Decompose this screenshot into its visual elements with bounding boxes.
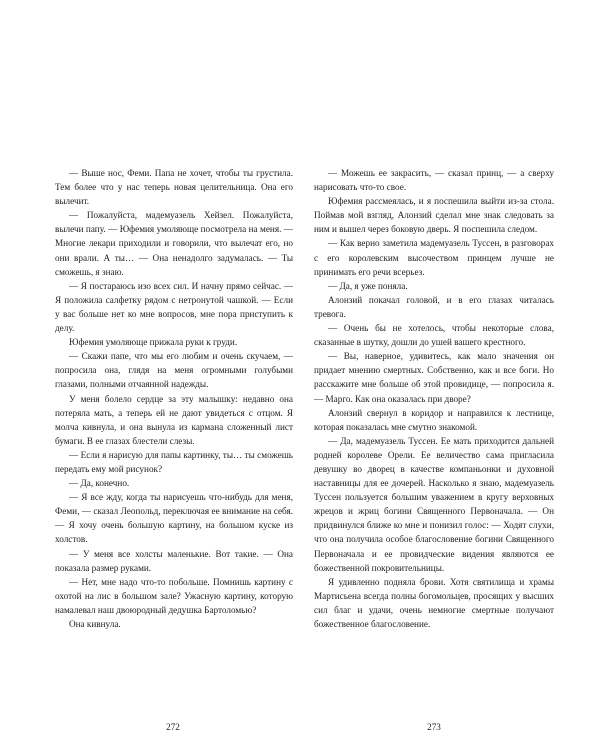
paragraph: Я удивленно подняла брови. Хотя святилища и храмы Мартисьена всегда полны богомольцев, просящих у высших сил благ и удачи, очень немногие смертные получают божественное благословение. [314,576,554,629]
paragraph: Юфемия умоляюще прижала руки к груди. [69,337,238,348]
paragraph: Юфемия рассмеялась, и я поспешила выйти из-за стола. Поймав мой взгляд, Алонзий сделал мне знак следовать за ним и вышел через боковую дверь. Я поспешила следом. [314,196,554,235]
paragraph: — Если я нарисую для папы картинку, ты… ты сможешь передать ему мой рисунок? [55,449,293,474]
paragraph: — Да, конечно. [69,478,130,489]
paragraph: — Да, мадемуазель Туссен. Ее мать приходится дальней родней королеве Орели. Ее величество сама пригласила девушку во дворец в качестве компаньонки и духовной наставницы для ее дочерей. Насколько я знаю, мадемуазель Туссен пользуется большим уважением в кругу верховных жрецов и жриц богини Священного Первоначала. — Он придвинулся ближе ко мне и понизил голос: — Ходят слухи, что она получила особое благословение богини Священного Первоначала и ее провидческие видения являются ее божественной покровительницы. [314,435,554,573]
left-page-text [55,166,293,631]
paragraph: — Выше нос, Феми. Папа не хочет, чтобы ты грустила. Тем более что у нас теперь новая целительница. Она его вылечит. [55,168,293,207]
paragraph: — Да, я уже поняла. [328,280,408,291]
paragraph: У меня болело сердце за эту малышку: недавно она потеряла мать, а теперь ей не дают увидеться с отцом. Я молча кивнула, и она вынула из кармана сложенный лист бумаги. В ее глазах блестели слезы. [55,393,293,446]
paragraph: — Скажи папе, что мы его любим и очень скучаем, — попросила она, глядя на меня огромными голубыми глазами, полными отчаянной надежды. [55,351,293,390]
paragraph: — Очень бы не хотелось, чтобы некоторые слова, сказанные в шутку, дошли до ушей вашего крестного. [314,323,554,348]
paragraph: — У меня все холсты маленькие. Вот такие. — Она показала размер руками. [55,548,293,573]
paragraph: Она кивнула. [69,619,121,629]
paragraph: — Вы, наверное, удивитесь, как мало значения он придает мнению смертных. Собственно, как и все боги. Но расскажите мне больше об этой провидице, — попросила я. — Марго. Как она оказалась при дворе? [314,351,554,404]
paragraph: — Я постараюсь изо всех сил. И начну прямо сейчас. — Я положила салфетку рядом с нетронутой чашкой. — Если у вас больше нет ко мне вопросов, мне пора приступить к делу. [55,280,293,334]
paragraph: Алонзий покачал головой, и в его глазах читалась тревога. [314,294,554,319]
right-page-text [314,166,554,631]
paragraph: Алонзий свернул в коридор и направился к лестнице, которая показалась мне смутно знакомой. [314,407,554,432]
page-number-right: 273 [427,722,441,732]
paragraph: — Можешь ее закрасить, — сказал принц, — а сверху нарисовать что-то свое. [314,168,554,193]
paragraph: — Я все жду, когда ты нарисуешь что-нибудь для меня, Феми, — сказал Леопольд, переключая ее внимание на себя. — Я хочу очень большую картину, на большом куске из холстов. [55,492,293,545]
paragraph: — Нет, мне надо что-то побольше. Помнишь картину с охотой на лис в большом зале? Ужасную картину, которую намалевал наш двоюродный дедушка Бартоломью? [55,576,293,615]
paragraph: — Как верно заметила мадемуазель Туссен, в разговорах с его королевским высочеством принцем лучше не принимать его речи всерьез. [314,238,554,277]
paragraph: — Пожалуйста, мадемуазель Хейзел. Пожалуйста, вылечи папу. — Юфемия умоляюще посмотрела на меня. — Многие лекари приходили и говорили, что вылечат его, но они врали. А ты… — Она ненадолго задумалась. — Ты сможешь, я знаю. [55,210,293,277]
page-number-left: 272 [166,722,180,732]
